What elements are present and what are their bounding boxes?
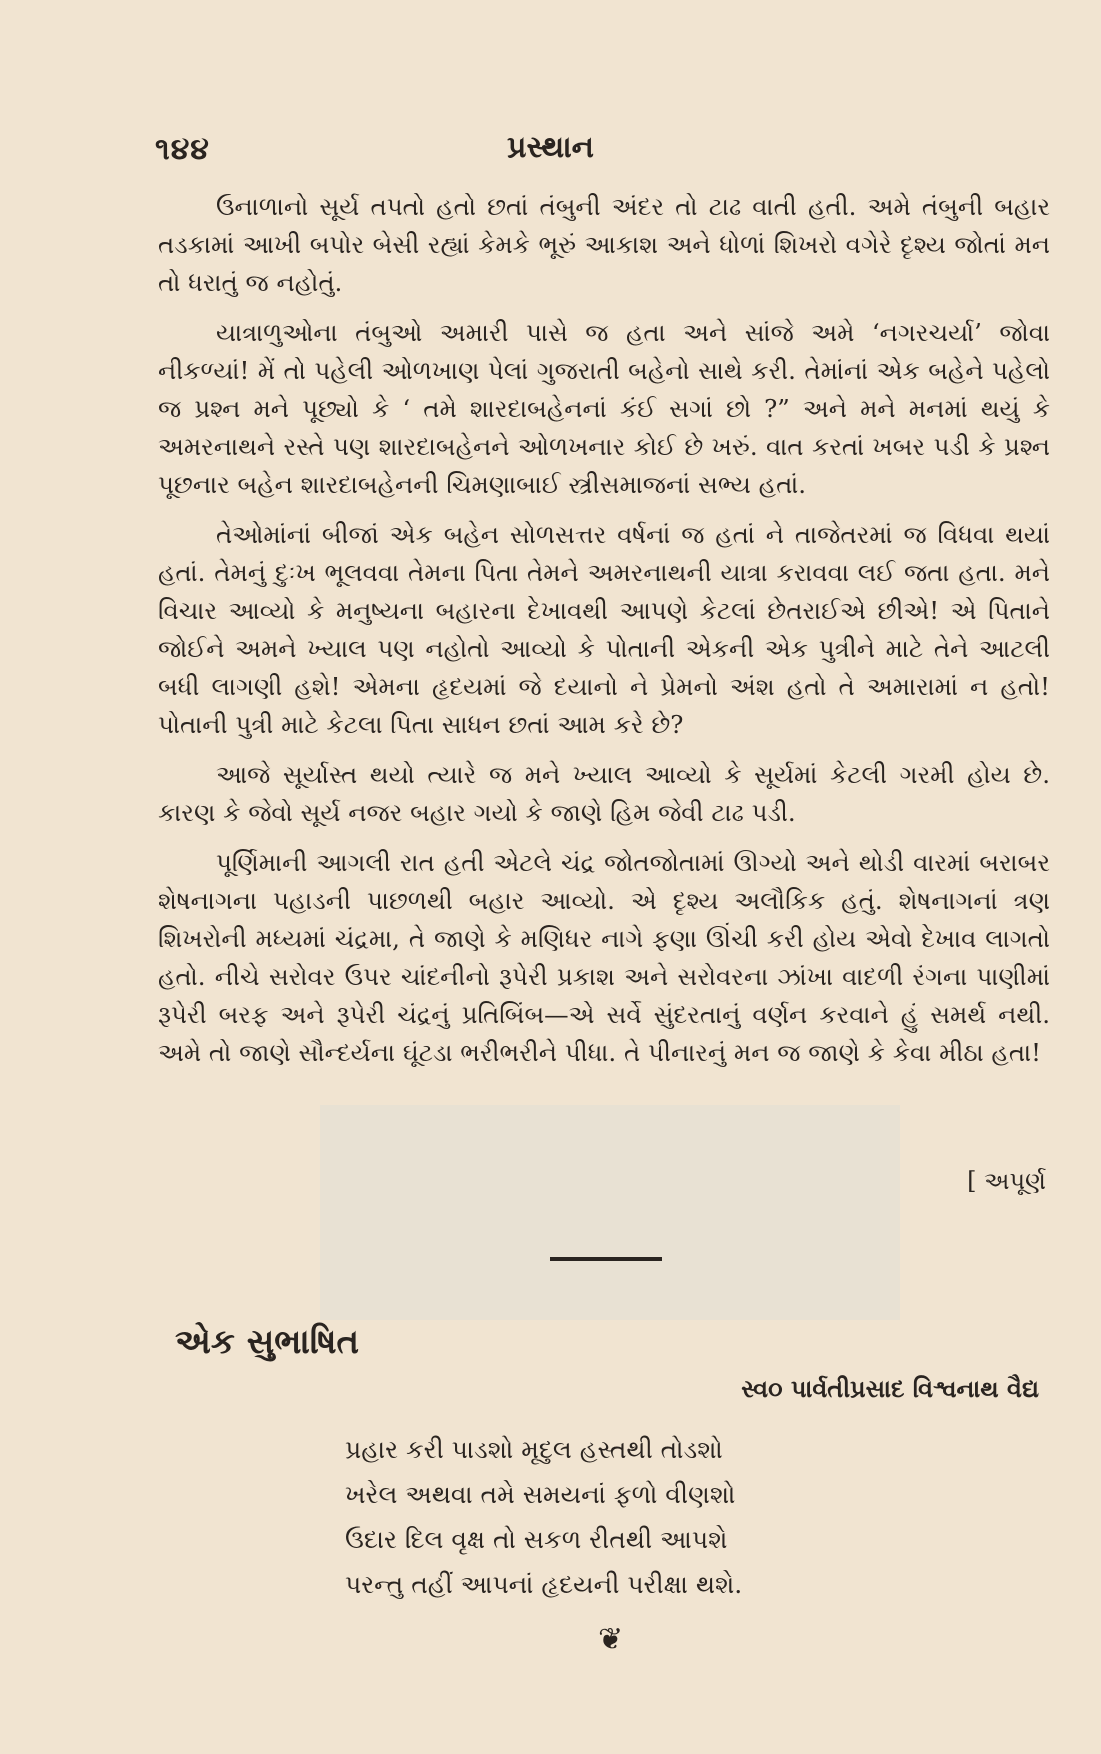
poem xyxy=(345,1427,905,1607)
running-title: પ્રસ્થાન xyxy=(506,130,595,165)
paragraph: આજે સૂર્યાસ્ત થયો ત્યારે જ મને ખ્યાલ આવ્યો કે સૂર્યમાં કેટલી ગરમી હોય છે. કારણ કે જેવો સૂર્ય નજર બહાર ગયો કે જાણે હિમ જેવી ટાઢ પડી. xyxy=(158,760,1050,827)
section-divider xyxy=(550,1257,662,1261)
poem-line: પરન્તુ તહીં આપનાં હૃદયની પરીક્ષા થશે. xyxy=(345,1570,743,1599)
faded-background-block xyxy=(320,1105,900,1320)
paragraph: પૂર્ણિમાની આગલી રાત હતી એટલે ચંદ્ર જોતજોતામાં ઊગ્યો અને થોડી વારમાં બરાબર શેષનાગના પહાડની પાછળથી બહાર આવ્યો. એ દૃશ્ય અલૌકિક હતું. શેષનાગનાં ત્રણ શિખરોની મધ્યમાં ચંદ્રમા, તે જાણે કે મણિધર નાગે ફણા ઊંચી કરી હોય એવો દેખાવ લાગતો હતો. નીચે સરોવર ઉપર ચાંદનીનો રૂપેરી પ્રકાશ અને સરોવરના ઝાંખા વાદળી રંગના પાણીમાં રૂપેરી બરફ અને રૂપેરી ચંદ્રનું પ્રતિબિંબ—એ સર્વે સુંદરતાનું વર્ણન કરવાને હું સમર્થ નથી. અમે તો જાણે સૌન્દર્યના ઘૂંટડા ભરીભરીને પીધા. તે પીનારનું મન જ જાણે કે કેવા મીઠા હતા! xyxy=(158,848,1050,1067)
page-number: ૧૪૪ xyxy=(155,132,210,167)
paragraph: તેઓમાંનાં બીજાં એક બહેન સોળસત્તર વર્ષનાં જ હતાં ને તાજેતરમાં જ વિધવા થયાં હતાં. તેમનું દુઃખ ભૂલવવા તેમના પિતા તેમને અમરનાથની યાત્રા કરાવવા લઈ જતા હતા. મને વિચાર આવ્યો કે મનુષ્યના બહારના દેખાવથી આપણે કેટલાં છેતરાઈએ છીએ! એ પિતાને જોઈને અમને ખ્યાલ પણ નહોતો આવ્યો કે પોતાની એકની એક પુત્રીને માટે તેને આટલી બધી લાગણી હશે! એમના હૃદયમાં જે દયાનો ને પ્રેમનો અંશ હતો તે અમારામાં ન હતો! પોતાની પુત્રી માટે કેટલા પિતા સાધન છતાં આમ કરે છે? xyxy=(158,520,1050,739)
poem-line: ખરેલ અથવા તમે સમયનાં ફળો વીણશો xyxy=(345,1480,736,1509)
poem-line: ઉદાર દિલ વૃક્ષ તો સકળ રીતથી આપશે xyxy=(345,1525,728,1554)
continued-note: [ અપૂર્ણ xyxy=(967,1167,1046,1195)
poem-author: સ્વ૦ પાર્વતીપ્રસાદ વિશ્વનાથ વૈદ્ય xyxy=(741,1374,1039,1403)
paragraph: ઉનાળાનો સૂર્ય તપતો હતો છતાં તંબુની અંદર તો ટાઢ વાતી હતી. અમે તંબુની બહાર તડકામાં આખી બપોર બેસી રહ્યાં કેમકે ભૂરું આકાશ અને ધોળાં શિખરો વગેરે દૃશ્ય જોતાં મન તો ધરાતું જ નહોતું. xyxy=(158,192,1050,297)
flower-ornament-icon: ❦ xyxy=(598,1622,624,1657)
poem-line: પ્રહાર કરી પાડશો મૃદુલ હસ્તથી તોડશો xyxy=(345,1435,723,1464)
article-body xyxy=(158,188,1050,1084)
paragraph: યાત્રાળુઓના તંબુઓ અમારી પાસે જ હતા અને સાંજે અમે ‘નગરચર્યા’ જોવા નીકળ્યાં! મેં તો પહેલી ઓળખાણ પેલાં ગુજરાતી બહેનો સાથે કરી. તેમાંનાં એક બહેને પહેલો જ પ્રશ્ન મને પૂછ્યો કે ‘ તમે શારદાબહેનનાં કંઈ સગાં છો ?” અને મને મનમાં થયું કે અમરનાથને રસ્તે પણ શારદાબહેનને ઓળખનાર કોઈ છે ખરું. વાત કરતાં ખબર પડી કે પ્રશ્ન પૂછનાર બહેન શારદાબહેનની ચિમણાબાઈ સ્ત્રીસમાજનાં સભ્ય હતાં. xyxy=(158,318,1050,499)
section-title: એક સુભાષિત xyxy=(175,1322,360,1362)
